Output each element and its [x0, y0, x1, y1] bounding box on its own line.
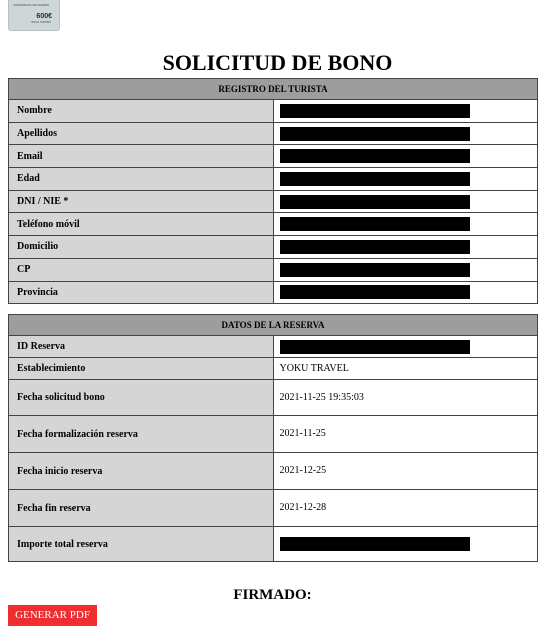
- field-value-fecha-formalizacion: 2021-11-25: [273, 416, 538, 453]
- field-label-fecha-formalizacion: Fecha formalización reserva: [9, 416, 274, 453]
- redaction-bar: [280, 263, 470, 277]
- redaction-bar: [280, 285, 470, 299]
- field-value-dni: [273, 190, 538, 213]
- redaction-bar: [280, 195, 470, 209]
- table-row: [9, 213, 538, 236]
- field-value-importe-total: [273, 527, 538, 562]
- field-value-apellidos: [273, 122, 538, 145]
- table-row: [9, 100, 538, 123]
- tourist-section-heading: REGISTRO DEL TURISTA: [9, 79, 538, 100]
- field-label-domicilio: Domicilio: [9, 236, 274, 259]
- redaction-bar: [280, 240, 470, 254]
- field-label-importe-total: Importe total reserva: [9, 527, 274, 562]
- table-row: [9, 122, 538, 145]
- logo-amount: 600€: [36, 13, 52, 20]
- field-label-fecha-solicitud: Fecha solicitud bono: [9, 380, 274, 416]
- field-value-email: [273, 145, 538, 168]
- booking-data-table: [8, 314, 538, 562]
- field-label-apellidos: Apellidos: [9, 122, 274, 145]
- table-row: [9, 236, 538, 259]
- redaction-bar: [280, 127, 470, 141]
- field-label-provincia: Provincia: [9, 281, 274, 304]
- redaction-bar: [280, 537, 470, 551]
- logo-line-2: BONO TURISMO: [31, 21, 51, 24]
- field-value-fecha-inicio: 2021-12-25: [273, 453, 538, 490]
- page-title: SOLICITUD DE BONO: [162, 50, 393, 75]
- table-row: [9, 490, 538, 527]
- voucher-logo: [8, 0, 60, 31]
- table-row: [9, 190, 538, 213]
- table-row: [9, 168, 538, 191]
- field-value-cp: [273, 258, 538, 281]
- field-label-fecha-inicio: Fecha inicio reserva: [9, 453, 274, 490]
- table-row: [9, 380, 538, 416]
- table-row: [9, 358, 538, 380]
- field-value-nombre: [273, 100, 538, 123]
- field-label-email: Email: [9, 145, 274, 168]
- table-row: [9, 336, 538, 358]
- table-row: [9, 258, 538, 281]
- field-value-domicilio: [273, 236, 538, 259]
- redaction-bar: [280, 149, 470, 163]
- generate-pdf-button[interactable]: GENERAR PDF: [8, 605, 97, 626]
- field-label-fecha-fin: Fecha fin reserva: [9, 490, 274, 527]
- booking-section-heading: DATOS DE LA RESERVA: [9, 315, 538, 336]
- field-label-edad: Edad: [9, 168, 274, 191]
- redaction-bar: [280, 104, 470, 118]
- field-value-edad: [273, 168, 538, 191]
- field-label-cp: CP: [9, 258, 274, 281]
- field-value-id-reserva: [273, 336, 538, 358]
- field-label-telefono: Teléfono móvil: [9, 213, 274, 236]
- redaction-bar: [280, 340, 470, 354]
- redaction-bar: [280, 172, 470, 186]
- field-label-establecimiento: Establecimiento: [9, 358, 274, 380]
- field-label-dni: DNI / NIE *: [9, 190, 274, 213]
- tourist-registry-table: [8, 78, 538, 304]
- field-value-fecha-fin: 2021-12-28: [273, 490, 538, 527]
- table-row: [9, 416, 538, 453]
- field-label-nombre: Nombre: [9, 100, 274, 123]
- signed-label: FIRMADO:: [233, 587, 312, 603]
- table-row: [9, 281, 538, 304]
- field-value-fecha-solicitud: 2021-11-25 19:35:03: [273, 380, 538, 416]
- logo-line-1: COMUNIDAD DE MADRID: [13, 3, 50, 7]
- table-row: [9, 145, 538, 168]
- table-row: [9, 453, 538, 490]
- field-value-telefono: [273, 213, 538, 236]
- redaction-bar: [280, 217, 470, 231]
- field-label-id-reserva: ID Reserva: [9, 336, 274, 358]
- table-row: [9, 527, 538, 562]
- field-value-establecimiento: YOKU TRAVEL: [273, 358, 538, 380]
- field-value-provincia: [273, 281, 538, 304]
